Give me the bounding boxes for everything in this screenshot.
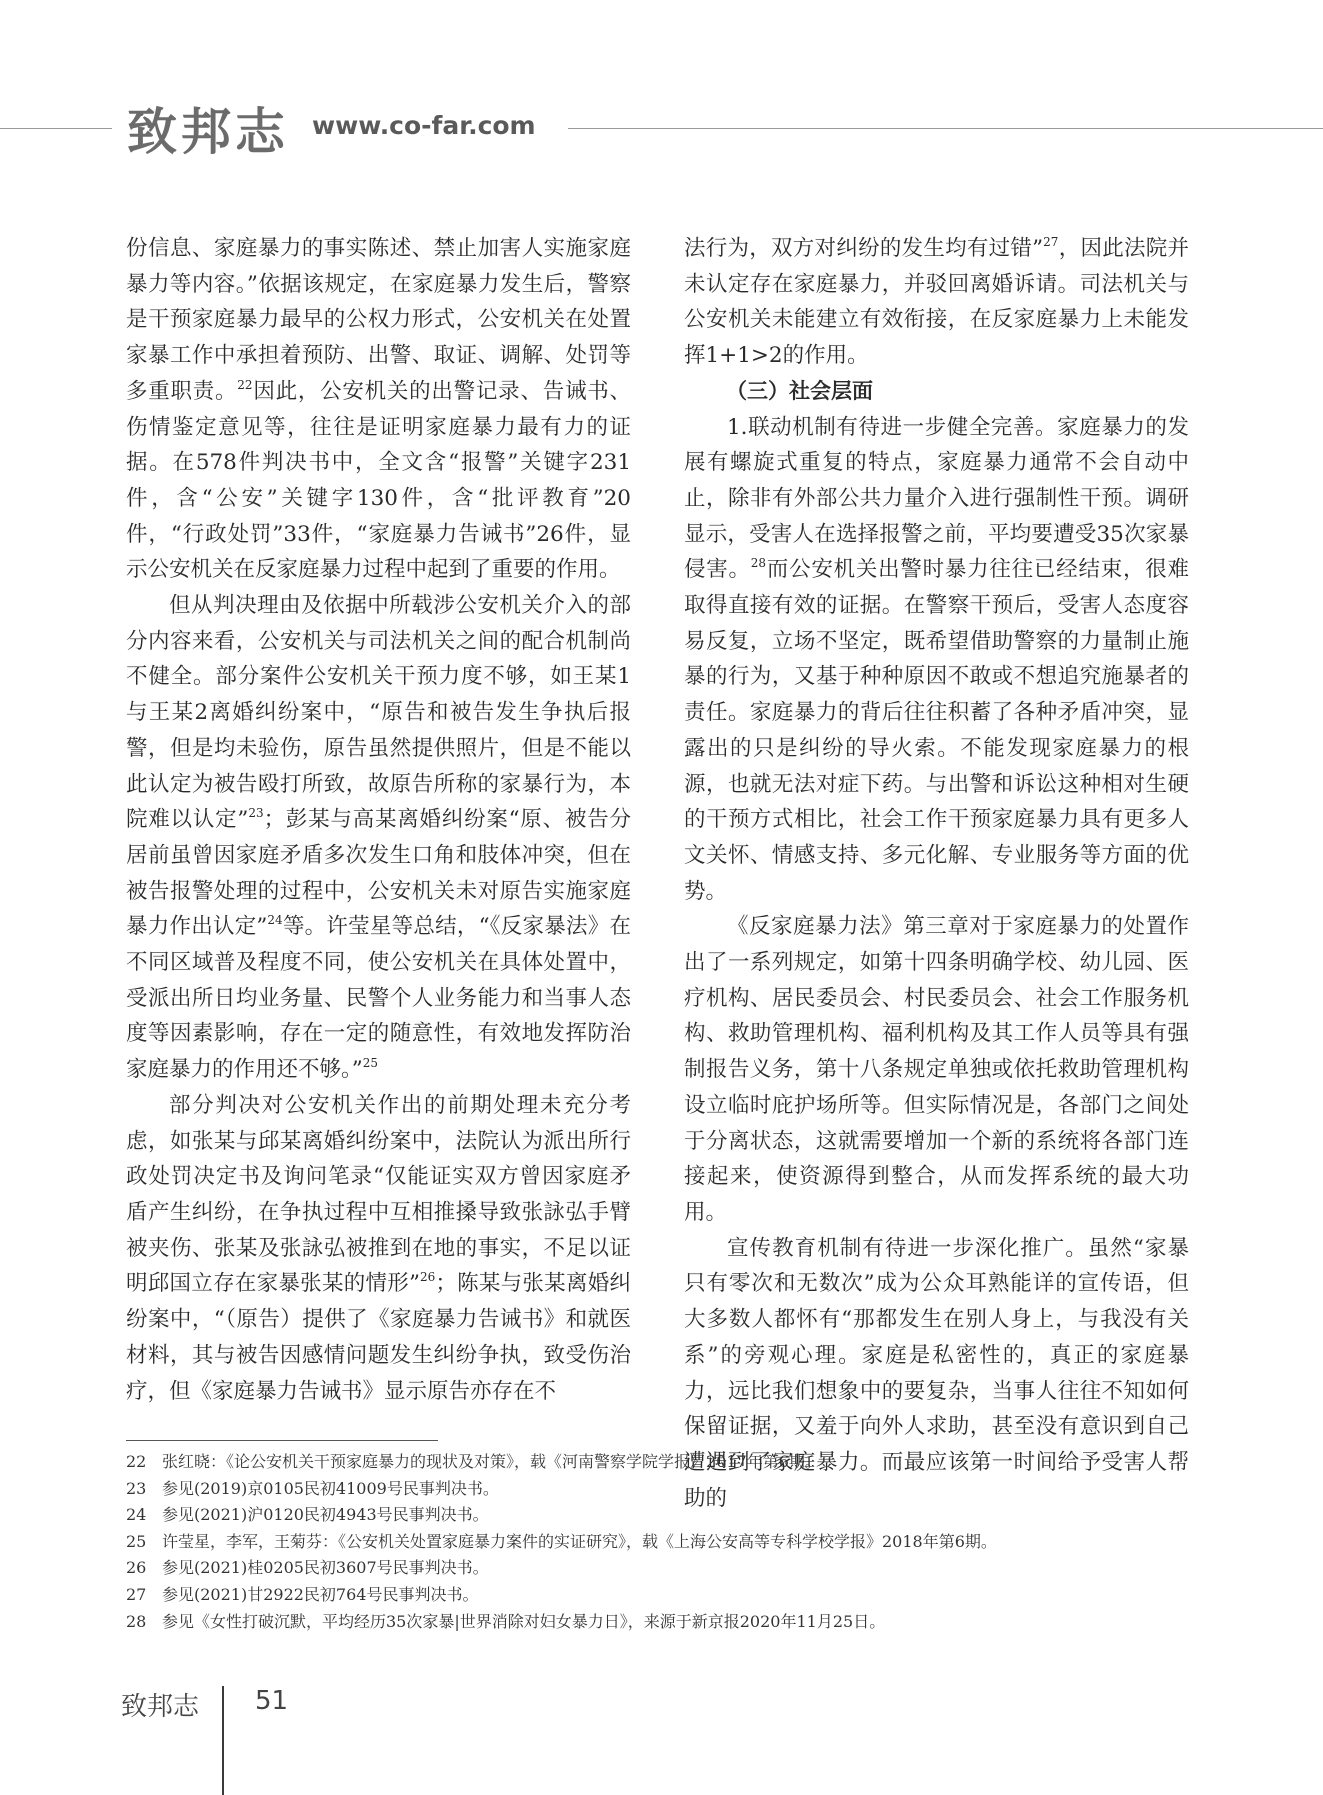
footnote-reference: 25 <box>362 1056 379 1071</box>
section-heading <box>684 374 1189 410</box>
footnotes <box>126 1449 1186 1635</box>
paragraph-text: ，因此法院并未认定存在家庭暴力，并驳回离婚诉请。司法机关与公安机关未能建立有效衔接，在反家庭暴力上未能发挥1+1>2的作用。 <box>684 236 1189 369</box>
paragraph-text: 等。许莹星等总结，“《反家暴法》在不同区域普及程度不同，使公安机关在具体处置中，受派出所日均业务量、民警个人业务能力和当事人态度等因素影响，存在一定的随意性，有效地发挥防治家庭暴力的作用还不够。” <box>126 914 631 1083</box>
footnote-reference: 22 <box>237 377 253 392</box>
paragraph-text: 份信息、家庭暴力的事实陈述、禁止加害人实施家庭暴力等内容。”依据该规定，在家庭暴力发生后，警察是干预家庭暴力最早的公权力形式，公安机关在处置家暴工作中承担着预防、出警、取证、调解、处罚等多重职责。 <box>126 236 631 404</box>
footnote-text: 许莹星，李军，王菊芬：《公安机关处置家庭暴力案件的实证研究》，载《上海公安高等专科学校学报》2018年第6期。 <box>162 1531 997 1551</box>
paragraph-text: ；陈某与张某离婚纠纷案中，“（原告）提供了《家庭暴力告诫书》和就医材料，其与被告因感情问题发生纠纷争执，致受伤治疗，但《家庭暴力告诫书》显示原告亦存在不 <box>126 1271 631 1404</box>
paragraph <box>126 588 631 1088</box>
footnote-divider <box>126 1440 438 1441</box>
paragraph-text: 因此，公安机关的出警记录、告诫书、伤情鉴定意见等，往往是证明家庭暴力最有力的证据。在578件判决书中，全文含“报警”关键字231件，含“公安”关键字130件，含“批评教育”20件，“行政处罚”33件，“家庭暴力告诫书”26件，显示公安机关在反家庭暴力过程中起到了重要的作用。 <box>126 378 631 583</box>
footnote-item <box>126 1582 1186 1609</box>
footnote-reference: 23 <box>248 806 264 821</box>
footnote-number: 24 <box>126 1505 147 1525</box>
paragraph <box>126 231 631 588</box>
footnote-reference: 28 <box>750 556 767 571</box>
paragraph-text: 《反家庭暴力法》第三章对于家庭暴力的处置作出了一系列规定，如第十四条明确学校、幼儿园、医疗机构、居民委员会、村民委员会、社会工作服务机构、救助管理机构、福利机构及其工作人员等具有强制报告义务，第十八条规定单独或依托救助管理机构设立临时庇护场所等。但实际情况是，各部门之间处于分离状态，这就需要增加一个新的系统将各部门连接起来，使资源得到整合，从而发挥系统的最大功用。 <box>684 914 1189 1225</box>
footer-divider <box>222 1686 224 1795</box>
left-column <box>126 231 631 1409</box>
footnote-item <box>126 1449 1186 1476</box>
footnote-number: 27 <box>126 1584 147 1604</box>
header-rule-left <box>0 128 112 129</box>
magazine-logo: 致邦志 <box>127 102 289 161</box>
footnote-text: 参见(2019)京0105民初41009号民事判决书。 <box>162 1478 499 1498</box>
website-url: www.co-far.com <box>312 111 536 140</box>
footnote-number: 28 <box>126 1611 147 1631</box>
footnote-text: 参见《女性打破沉默，平均经历35次家暴|世界消除对妇女暴力日》，来源于新京报2020年11月25日。 <box>162 1611 886 1631</box>
footnote-number: 26 <box>126 1558 147 1578</box>
footnote-text: 参见(2021)桂0205民初3607号民事判决书。 <box>162 1558 489 1578</box>
paragraph <box>684 909 1189 1230</box>
paragraph <box>684 410 1189 910</box>
footnote-item <box>126 1609 1186 1636</box>
paragraph <box>126 1088 631 1409</box>
footnote-reference: 27 <box>1043 235 1059 249</box>
footnote-item <box>126 1555 1186 1582</box>
paragraph-text: （三）社会层面 <box>726 378 873 403</box>
paragraph-text: 而公安机关出警时暴力往往已经结束，很难取得直接有效的证据。在警察干预后，受害人态度容易反复，立场不坚定，既希望借助警察的力量制止施暴的行为，又基于种种原因不敢或不想追究施暴者的责任。家庭暴力的背后往往积蓄了各种矛盾冲突，显露出的只是纠纷的导火索。不能发现家庭暴力的根源，也就无法对症下药。与出警和诉讼这种相对生硬的干预方式相比，社会工作干预家庭暴力具有更多人文关怀、情感支持、多元化解、专业服务等方面的优势。 <box>684 557 1189 904</box>
paragraph-text: 1.联动机制有待进一步健全完善。家庭暴力的发展有螺旋式重复的特点，家庭暴力通常不会自动中止，除非有外部公共力量介入进行强制性干预。调研显示，受害人在选择报警之前，平均要遭受35次家暴侵害。 <box>684 414 1189 583</box>
page-number: 51 <box>255 1686 289 1716</box>
paragraph-text: 法行为，双方对纠纷的发生均有过错” <box>684 236 1044 261</box>
paragraph-text: ；彭某与高某离婚纠纷案“原、被告分居前虽曾因家庭矛盾多次发生口角和肢体冲突，但在被告报警处理的过程中，公安机关未对原告实施家庭暴力作出认定” <box>126 807 631 940</box>
footnote-text: 张红晓：《论公安机关干预家庭暴力的现状及对策》，载《河南警察学院学报》2017年第6期。 <box>162 1452 821 1471</box>
footnote-number: 23 <box>126 1478 147 1498</box>
paragraph <box>684 231 1189 374</box>
header-rule-right <box>568 128 1323 129</box>
footnote-reference: 26 <box>420 1270 436 1285</box>
footnote-item <box>126 1502 1186 1529</box>
footnote-number: 22 <box>126 1452 147 1471</box>
right-column <box>684 231 1189 1516</box>
paragraph-text: 宣传教育机制有待进一步深化推广。虽然“家暴只有零次和无数次”成为公众耳熟能详的宣传语，但大多数人都怀有“那都发生在别人身上，与我没有关系”的旁观心理。家庭是私密性的，真正的家庭暴力，远比我们想象中的要复杂，当事人往往不知如何保留证据，又羞于向外人求助，甚至没有意识到自己遭遇到了家庭暴力。而最应该第一时间给予受害人帮助的 <box>684 1235 1189 1511</box>
footnote-item <box>126 1529 1186 1556</box>
footnote-item <box>126 1476 1186 1503</box>
footnote-text: 参见(2021)沪0120民初4943号民事判决书。 <box>162 1505 489 1525</box>
footnote-reference: 24 <box>267 913 283 928</box>
footer-magazine-name: 致邦志 <box>121 1692 200 1722</box>
paragraph-text: 但从判决理由及依据中所载涉公安机关介入的部分内容来看，公安机关与司法机关之间的配合机制尚不健全。部分案件公安机关干预力度不够，如王某1与王某2离婚纠纷案中，“原告和被告发生争执后报警，但是均未验伤，原告虽然提供照片，但是不能以此认定为被告殴打所致，故原告所称的家暴行为，本院难以认定” <box>126 593 631 833</box>
paragraph-text: 部分判决对公安机关作出的前期处理未充分考虑，如张某与邱某离婚纠纷案中，法院认为派出所行政处罚决定书及询问笔录“仅能证实双方曾因家庭矛盾产生纠纷，在争执过程中互相推搡导致张詠弘手臂被夹伤、张某及张詠弘被推到在地的事实，不足以证明邱国立存在家暴张某的情形” <box>126 1092 631 1297</box>
footnote-number: 25 <box>126 1531 147 1551</box>
footnote-text: 参见(2021)甘2922民初764号民事判决书。 <box>162 1584 479 1604</box>
